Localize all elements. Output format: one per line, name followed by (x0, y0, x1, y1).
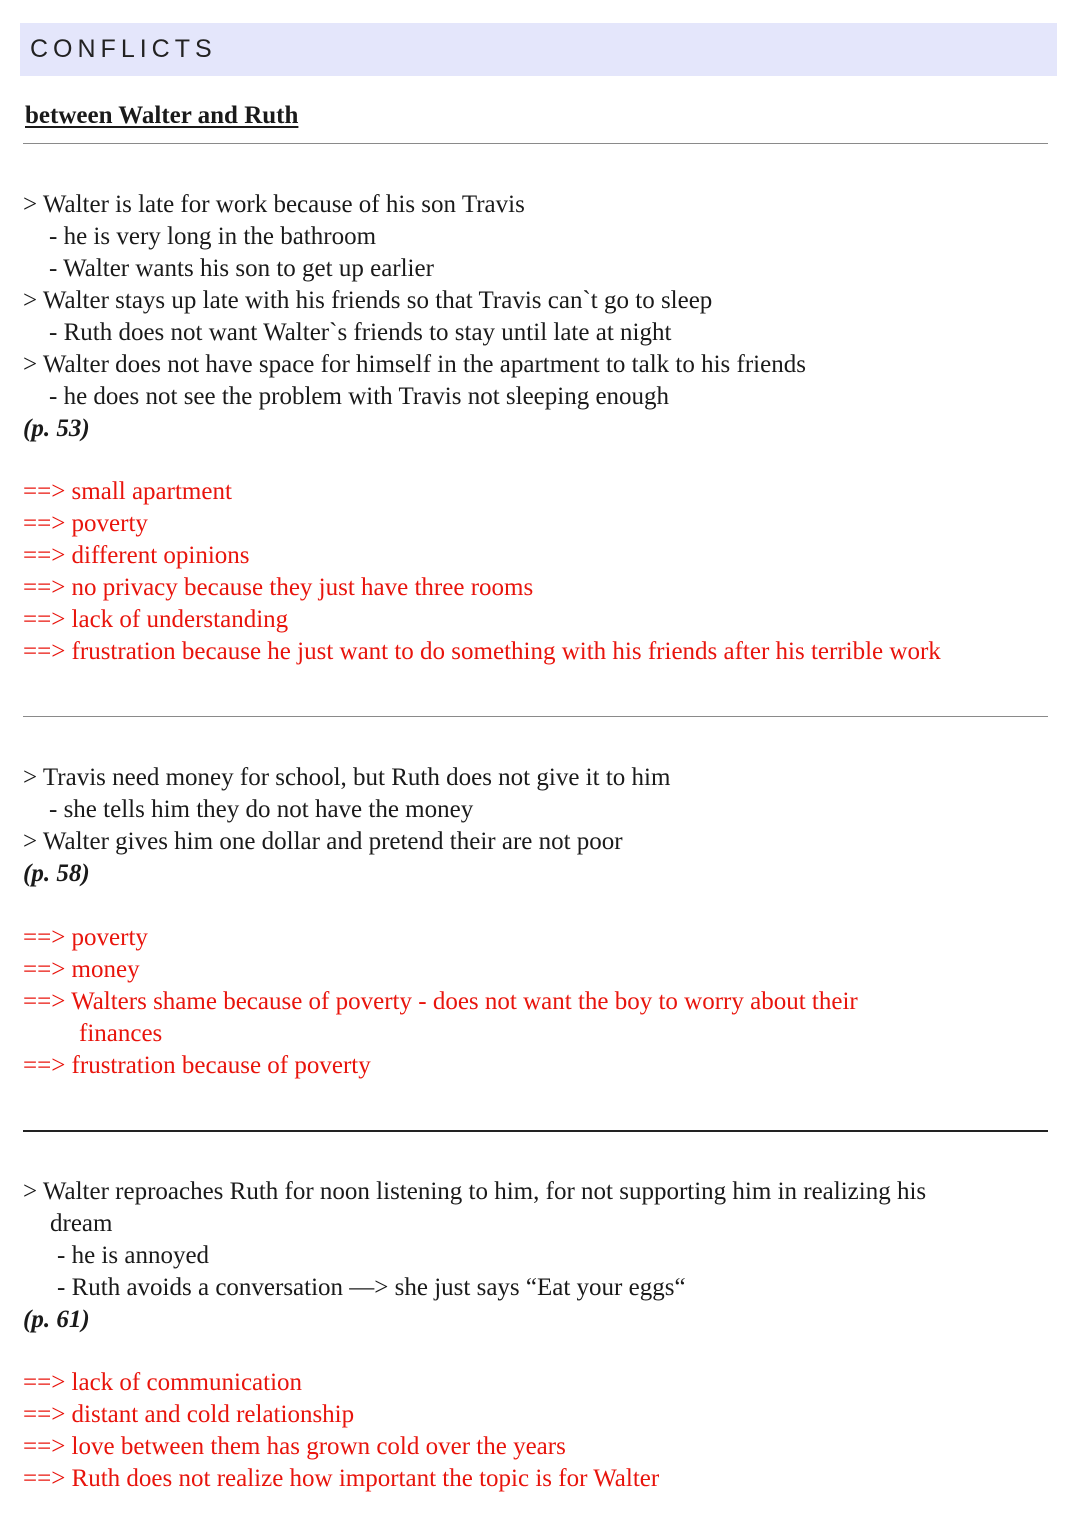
event-detail: - he is annoyed (57, 1242, 210, 1269)
event-line: > Walter gives him one dollar and pretend their are not poor (23, 828, 623, 855)
event-detail: - he is very long in the bathroom (49, 223, 377, 250)
event-line: > Walter stays up late with his friends so that Travis can`t go to sleep (23, 287, 713, 314)
consequence-item: ==> frustration because he just want to do something with his friends after his terrible work (23, 638, 941, 665)
consequence-item: ==> distant and cold relationship (23, 1401, 355, 1428)
consequence-continuation: finances (79, 1020, 163, 1047)
consequence-item: ==> love between them has grown cold over the years (23, 1433, 566, 1460)
event-line: > Travis need money for school, but Ruth does not give it to him (23, 764, 671, 791)
divider (23, 716, 1048, 717)
consequence-item: ==> poverty (23, 924, 148, 951)
event-detail: - Ruth avoids a conversation —> she just says “Eat your eggs“ (57, 1274, 686, 1301)
event-detail: - he does not see the problem with Travis not sleeping enough (49, 383, 670, 410)
page-reference: (p. 53) (23, 415, 90, 442)
title-bar (20, 23, 1057, 76)
consequence-item: ==> different opinions (23, 542, 250, 569)
consequence-item: ==> no privacy because they just have three rooms (23, 574, 534, 601)
consequence-item: ==> Walters shame because of poverty - does not want the boy to worry about their (23, 988, 858, 1015)
consequence-item: ==> lack of understanding (23, 606, 289, 633)
divider (23, 1130, 1048, 1132)
consequence-item: ==> poverty (23, 510, 148, 537)
section-2-events (23, 762, 670, 890)
consequence-item: ==> money (23, 956, 140, 983)
consequence-item: ==> frustration because of poverty (23, 1052, 371, 1079)
consequence-item: ==> Ruth does not realize how important the topic is for Walter (23, 1465, 660, 1492)
page-reference: (p. 61) (23, 1306, 90, 1333)
event-line: > Walter does not have space for himself in the apartment to talk to his friends (23, 351, 806, 378)
page-title: CONFLICTS (30, 35, 217, 63)
section-3-events (23, 1176, 926, 1336)
event-line: > Walter is late for work because of his son Travis (23, 191, 525, 218)
divider (23, 143, 1048, 144)
section-2-consequences (23, 922, 858, 1082)
event-detail: - she tells him they do not have the money (49, 796, 474, 823)
event-detail: - Walter wants his son to get up earlier (49, 255, 434, 282)
page-reference: (p. 58) (23, 860, 90, 887)
event-continuation: dream (50, 1210, 113, 1237)
event-detail: - Ruth does not want Walter`s friends to stay until late at night (49, 319, 672, 346)
consequence-item: ==> lack of communication (23, 1369, 303, 1396)
section-1-consequences (23, 476, 941, 668)
section-heading: between Walter and Ruth (25, 102, 299, 129)
consequence-item: ==> small apartment (23, 478, 232, 505)
section-3-consequences (23, 1367, 659, 1495)
event-line: > Walter reproaches Ruth for noon listening to him, for not supporting him in realizing his (23, 1178, 927, 1205)
section-1-events (23, 189, 806, 445)
